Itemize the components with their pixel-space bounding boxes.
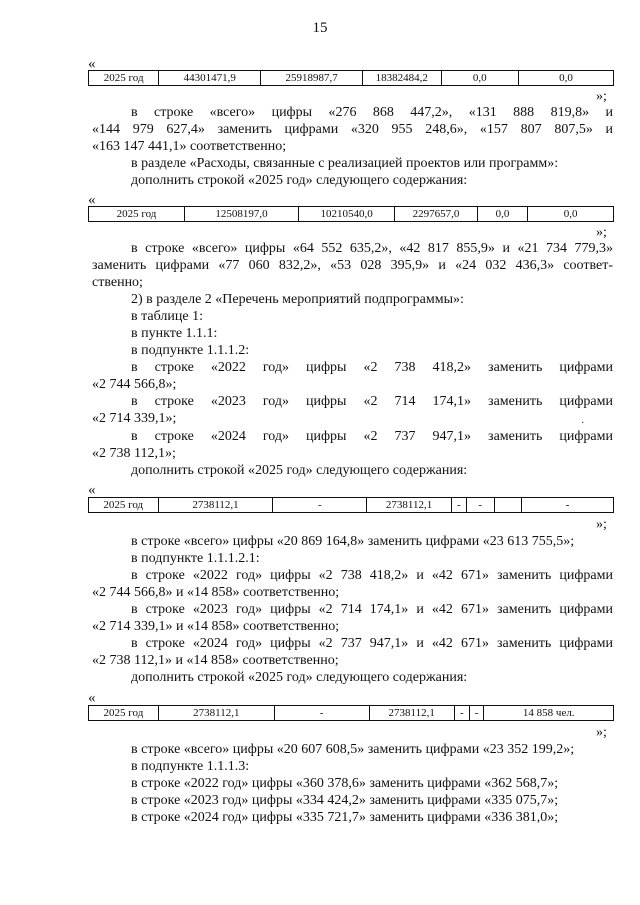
- table-cell: 2025 год: [89, 498, 159, 513]
- table-cell: 12508197,0: [185, 207, 299, 222]
- table-cell: 10210540,0: [299, 207, 395, 222]
- open-quote: «: [88, 192, 96, 208]
- table-cell: 0,0: [477, 207, 527, 222]
- text-line: в строке «2024 год» цифры «2 737 947,1» и «42 671» заменить цифрами: [131, 636, 613, 651]
- table-cell: 0,0: [441, 71, 518, 86]
- insert-table-3: [88, 497, 614, 513]
- table-cell: -: [469, 706, 484, 721]
- table-cell: 0,0: [518, 71, 613, 86]
- open-quote: «: [88, 690, 96, 706]
- table-cell: 18382484,2: [363, 71, 441, 86]
- table-cell: 2738112,1: [158, 706, 274, 721]
- table-cell: [494, 498, 522, 513]
- table-cell: 2738112,1: [158, 498, 273, 513]
- table-cell: 2738112,1: [369, 706, 454, 721]
- table-cell: -: [454, 706, 469, 721]
- table-cell: 44301471,9: [159, 71, 261, 86]
- text-line: в подпункте 1.1.1.2.1:: [131, 551, 260, 566]
- insert-table-4: [88, 705, 614, 721]
- table-cell: 2738112,1: [367, 498, 452, 513]
- text-line: «2 714 339,1»;: [92, 411, 177, 426]
- table-cell: 2025 год: [89, 207, 185, 222]
- open-quote: «: [88, 56, 96, 72]
- text-line: в пункте 1.1.1:: [131, 326, 218, 341]
- text-line: в строке «всего» цифры «64 552 635,2», «42 817 855,9» и «21 734 779,3»: [131, 241, 613, 256]
- text-line: «2 714 339,1» и «14 858» соответственно;: [92, 619, 340, 634]
- scan-mark: ·: [581, 418, 585, 429]
- table-row: [89, 498, 614, 513]
- text-line: дополнить строкой «2025 год» следующего содержания:: [131, 173, 468, 188]
- table-cell: -: [466, 498, 494, 513]
- close-quote: »;: [596, 225, 607, 240]
- text-line: в подпункте 1.1.1.3:: [131, 759, 250, 774]
- text-line: в строке «2024 год» цифры «2 737 947,1» заменить цифрами: [131, 429, 613, 444]
- text-line: «2 738 112,1»;: [92, 446, 176, 461]
- text-line: в строке «2023 год» цифры «2 714 174,1» заменить цифрами: [131, 394, 613, 409]
- insert-table-1: [88, 70, 614, 86]
- text-line: «163 147 441,1» соответственно;: [92, 139, 287, 154]
- text-line: 2) в разделе 2 «Перечень мероприятий подпрограммы»:: [131, 292, 464, 307]
- page-number: 15: [312, 20, 328, 36]
- text-line: «144 979 627,4» заменить цифрами «320 955 248,6», «157 807 807,5» и: [92, 122, 613, 137]
- close-quote: »;: [596, 725, 607, 740]
- text-line: дополнить строкой «2025 год» следующего содержания:: [131, 463, 468, 478]
- close-quote: »;: [596, 89, 607, 104]
- text-line: в строке «2022 год» цифры «2 738 418,2» и «42 671» заменить цифрами: [131, 568, 613, 583]
- table-cell: 2297657,0: [395, 207, 477, 222]
- text-line: в подпункте 1.1.1.2:: [131, 343, 250, 358]
- table-cell: 14 858 чел.: [484, 706, 614, 721]
- table-cell: -: [522, 498, 614, 513]
- open-quote: «: [88, 482, 96, 498]
- table-cell: 0,0: [528, 207, 614, 222]
- table-cell: 25918987,7: [261, 71, 363, 86]
- insert-table-2: [88, 206, 614, 222]
- text-line: в строке «2024 год» цифры «335 721,7» заменить цифрами «336 381,0»;: [131, 810, 559, 825]
- text-line: «2 744 566,8»;: [92, 377, 177, 392]
- text-line: в разделе «Расходы, связанные с реализацией проектов или программ»:: [131, 156, 559, 171]
- table-row: [89, 207, 614, 222]
- text-line: в таблице 1:: [131, 309, 203, 324]
- text-line: в строке «2022 год» цифры «360 378,6» заменить цифрами «362 568,7»;: [131, 776, 559, 791]
- text-line: в строке «2022 год» цифры «2 738 418,2» заменить цифрами: [131, 360, 613, 375]
- text-line: дополнить строкой «2025 год» следующего содержания:: [131, 670, 468, 685]
- text-line: в строке «всего» цифры «20 607 608,5» заменить цифрами «23 352 199,2»;: [131, 742, 575, 757]
- table-row: [89, 706, 614, 721]
- table-cell: -: [273, 498, 367, 513]
- text-line: «2 738 112,1» и «14 858» соответственно;: [92, 653, 339, 668]
- text-line: в строке «2023 год» цифры «334 424,2» заменить цифрами «335 075,7»;: [131, 793, 559, 808]
- table-cell: 2025 год: [89, 71, 159, 86]
- text-line: заменить цифрами «77 060 832,2», «53 028 395,9» и «24 032 436,3» соответ-: [92, 258, 613, 273]
- text-line: ственно;: [92, 275, 143, 290]
- table-cell: 2025 год: [89, 706, 159, 721]
- close-quote: »;: [596, 517, 607, 532]
- table-cell: -: [452, 498, 467, 513]
- text-line: в строке «2023 год» цифры «2 714 174,1» и «42 671» заменить цифрами: [131, 602, 613, 617]
- table-cell: -: [274, 706, 369, 721]
- text-line: в строке «всего» цифры «276 868 447,2», «131 888 819,8» и: [131, 105, 613, 120]
- text-line: «2 744 566,8» и «14 858» соответственно;: [92, 585, 340, 600]
- table-row: [89, 71, 614, 86]
- text-line: в строке «всего» цифры «20 869 164,8» заменить цифрами «23 613 755,5»;: [131, 534, 575, 549]
